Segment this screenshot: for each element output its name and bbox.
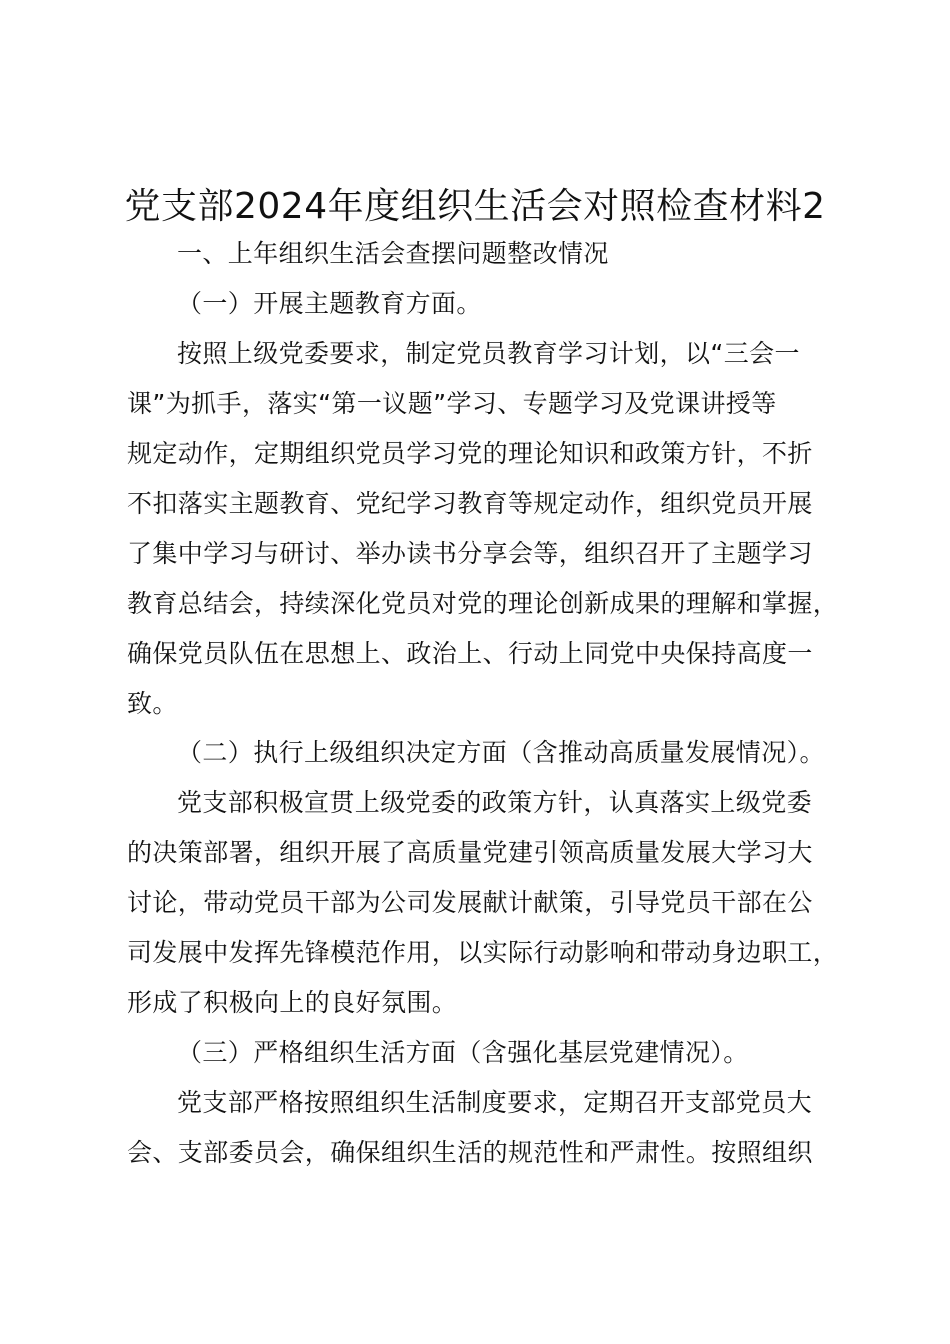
paragraph-line: 课”为抓手，落实“第一议题”学习、专题学习及党课讲授等 — [127, 389, 777, 418]
paragraph-line: 教育总结会，持续深化党员对党的理论创新成果的理解和掌握， — [127, 589, 839, 618]
paragraph-line: 党支部积极宣贯上级党委的政策方针，认真落实上级党委 — [177, 788, 813, 817]
subsection-heading-3: （三）严格组织生活方面（含强化基层党建情况）。 — [177, 1038, 749, 1067]
paragraph-line: 形成了积极向上的良好氛围。 — [127, 988, 458, 1017]
paragraph-line: 党支部严格按照组织生活制度要求，定期召开支部党员大 — [177, 1088, 813, 1117]
paragraph-line: 确保党员队伍在思想上、政治上、行动上同党中央保持高度一 — [127, 639, 813, 668]
paragraph-line: 了集中学习与研讨、举办读书分享会等，组织召开了主题学习 — [127, 539, 813, 568]
document-title: 党支部2024年度组织生活会对照检查材料2 — [124, 186, 826, 227]
subsection-heading-2: （二）执行上级组织决定方面（含推动高质量发展情况）。 — [177, 738, 825, 767]
paragraph-line: 讨论，带动党员干部为公司发展献计献策，引导党员干部在公 — [127, 888, 813, 917]
subsection-heading-1: （一）开展主题教育方面。 — [177, 289, 482, 318]
paragraph-line: 按照上级党委要求，制定党员教育学习计划，以“三会一 — [177, 339, 800, 368]
paragraph-line: 规定动作，定期组织党员学习党的理论知识和政策方针，不折 — [127, 439, 813, 468]
paragraph-line: 司发展中发挥先锋模范作用，以实际行动影响和带动身边职工， — [127, 938, 839, 967]
paragraph-line: 不扣落实主题教育、党纪学习教育等规定动作，组织党员开展 — [127, 489, 813, 518]
section-heading-1: 一、上年组织生活会查摆问题整改情况 — [177, 239, 609, 268]
paragraph-line: 的决策部署，组织开展了高质量党建引领高质量发展大学习大 — [127, 838, 813, 867]
paragraph-line: 会、支部委员会，确保组织生活的规范性和严肃性。按照组织 — [127, 1138, 813, 1167]
paragraph-line: 致。 — [127, 689, 178, 718]
